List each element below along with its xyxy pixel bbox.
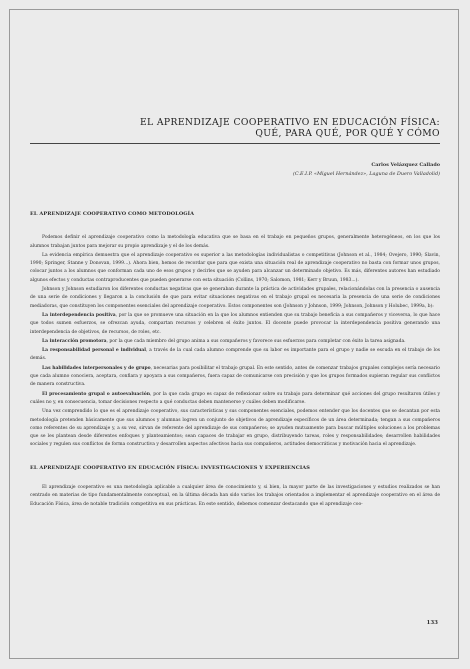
page-number: 133 [426,620,438,626]
paragraph: La evidencia empírica demuestra que el aprendizaje cooperativo es superior a las metodologías individualistas o competitivas (Johnson et al., 1984; Ovejero, 1990; Slavin, 1990; Springer, Stanne y Donovan, 1999...). Ahora bien, hemos de recordar que para que exista una situación real de aprendizaje cooperativo no basta con formar unos grupos, colocar juntos a los alumnos que conforman cada uno de esos grupos y decirles que se ayuden para alcanzar un determinado objetivo. Es más, diferentes autores han estudiado algunos efectos y conductas contraproducentes que pueden generarse con esta situación (Collins, 1970; Salomon, 1981; Kerr y Bruun, 1983...). [30,252,440,283]
paragraph: La interdependencia positiva, por la que se promueve una situación en la que los alumnos entienden que su trabajo beneficia a sus compañeros y viceversa, lo que hace que todos sumen esfuerzos, se ofrezcan ayuda, compartan recursos y celebren el éxito juntos. El docente puede provocar la interdependencia positiva generando una interdependencia de objetivos, de recursos, de roles, etc. [30,312,440,335]
paragraph: El procesamiento grupal o autoevaluación, por la que cada grupo es capaz de reflexionar sobre su trabajo para determinar qué acciones del grupo resultaron útiles y cuáles no y, en consecuencia, tomar decisiones respecto a qué conductas deben mantenerse y cuáles deben modificarse. [30,391,440,405]
article-title [60,117,440,139]
author-name: Carlos Velázquez Callado [371,162,440,168]
paragraph: La responsabilidad personal e individual, a través de la cual cada alumno comprende que su labor es importante para el grupo y nadie se escuda en el trabajo de los demás. [30,348,440,362]
paragraph: Una vez comprendido lo que es el aprendizaje cooperativo, sus características y sus componentes esenciales, podemos entender que los docentes que se decantan por esta metodología pretenden básicamente que sus alumnos y alumnas logren un conjunto de objetivos de aprendizaje específicos de un área determinada; tengan a sus compañeros como referentes de su aprendizaje y, a su vez, sirvan de referente del aprendizaje de sus compañeros; se ayuden mutuamente para buscar múltiples soluciones a los problemas que se les plantean desde diferentes enfoques y planteamientos; sean capaces de trabajar en grupo, distribuyendo tareas, roles y responsabilidades; desarrollen habilidades sociales y regulen sus conflictos de forma constructiva y desarrollen aspectos afectivos hacia sus compañeros, actitudes democráticas y motivación hacia el aprendizaje. [30,409,440,448]
paragraph: Podemos definir el aprendizaje cooperativo como la metodología educativa que se basa en el trabajo en pequeños grupos, generalmente heterogéneos, en los que los alumnos trabajan juntos para mejorar su propio aprendizaje y el de los demás. [30,235,440,249]
paragraph: Las habilidades interpersonales y de grupo, necesarias para posibilitar el trabajo grupal. En este sentido, antes de comenzar trabajos grupales complejos sería necesario que cada alumno conociera, aceptara, confiara y apoyara a sus compañeros, fuera capaz de comunicarse con precisión y que los grupos formados supieran regular sus conflictos de manera constructiva. [30,365,441,388]
paragraph: La interacción promotora, por la que cada miembro del grupo anima a sus compañeros y favorece sus esfuerzos para completar con éxito la tarea asignada. [42,338,406,344]
title-rule [30,143,440,144]
section-heading-2: EL APRENDIZAJE COOPERATIVO EN EDUCACIÓN FÍSICA: INVESTIGACIONES Y EXPERIENCIAS [30,464,310,471]
title-line-1: EL APRENDIZAJE COOPERATIVO EN EDUCACIÓN FÍSICA: [139,117,440,128]
paragraph: Johnson y Johnson estudiaron los diferentes conductas negativas que se generaban durante la práctica de actividades grupales, relacionándolas con la presencia o ausencia de una serie de condiciones y llegaron a la conclusión de que para evitar situaciones negativas en el trabajo grupal es necesaria la presencia de una serie de condiciones mediadoras, que constituyen los componentes esenciales del aprendizaje cooperativo. Estos componentes son (Johnson y Johnson, 1999; Johnson, Johnson y Holubec, 1999a, b): [30,287,440,309]
section-heading-1: EL APRENDIZAJE COOPERATIVO COMO METODOLOGÍA [30,211,195,217]
paragraph: El aprendizaje cooperativo es una metodología aplicable a cualquier área de conocimiento y, si bien, la mayor parte de las investigaciones y estudios realizados se han centrado en materias de tipo fundamentalmente conceptual, en la última década han sido varios los trabajos orientados a implementar el aprendizaje cooperativo en el área de Educación Física, área de notable tradición competitiva en sus prácticas. En este sentido, debemos comenzar destacando que el aprendizaje coo- [30,485,440,507]
author-affiliation: (C.E.I.P. «Miguel Hernández», Laguna de Duero Valladolid) [292,171,440,177]
title-line-2: QUÉ, PARA QUÉ, POR QUÉ Y CÓMO [255,128,440,139]
article-body [30,210,440,510]
